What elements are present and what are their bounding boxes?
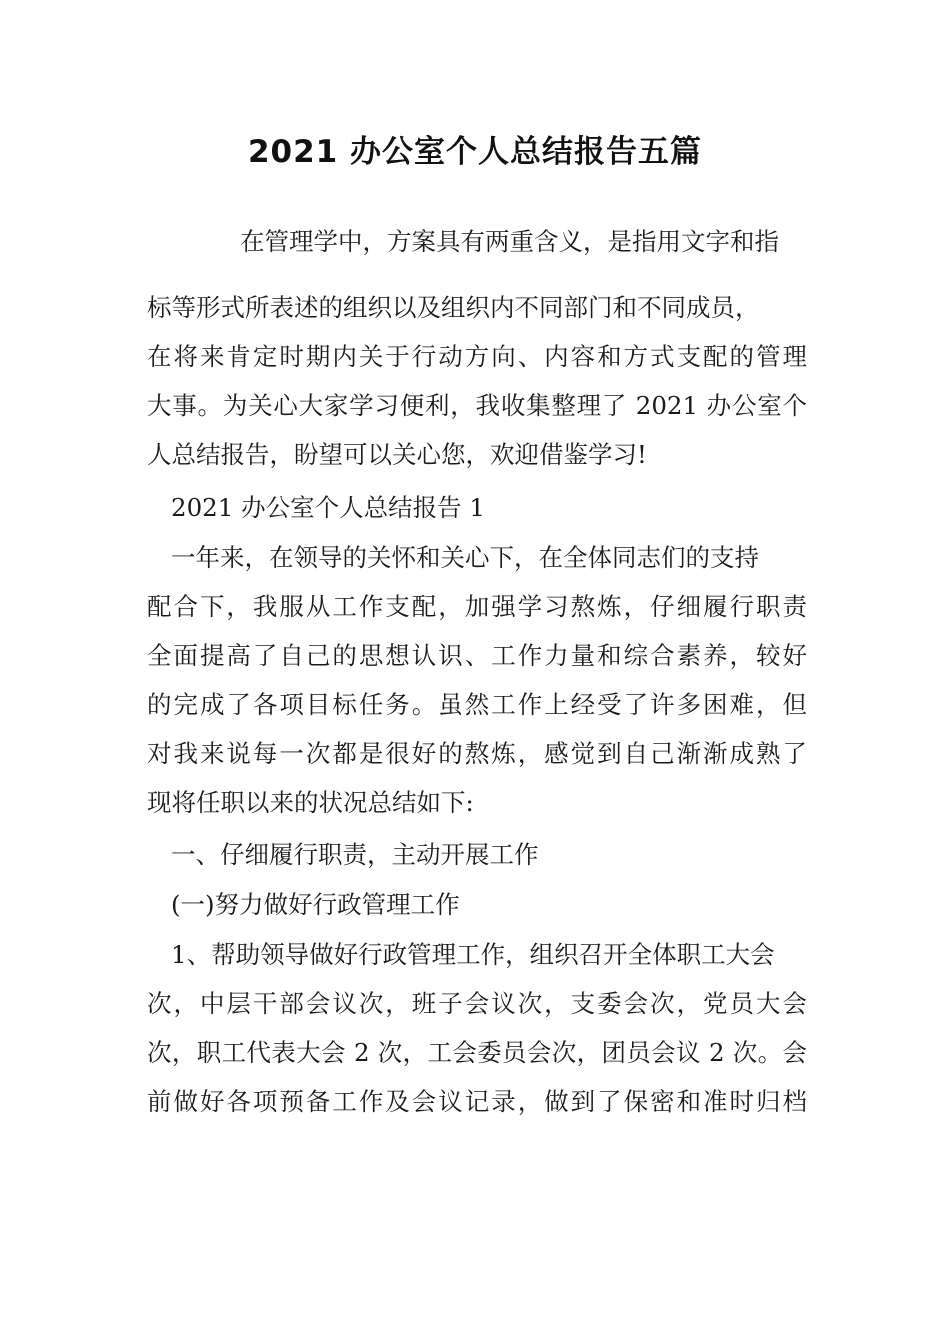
body-line-4: 的完成了各项目标任务。虽然工作上经受了许多困难，但 (147, 690, 807, 719)
item-line-2: 次，中层干部会议次，班子会议次，支委会次，党员大会 (147, 989, 807, 1018)
subheading-1: 一、仔细履行职责，主动开展工作 (171, 840, 539, 869)
intro-line-1: 在管理学中，方案具有两重含义，是指用文字和指 (240, 227, 779, 256)
body-line-2: 配合下，我服从工作支配，加强学习熬炼，仔细履行职责 (147, 592, 807, 621)
body-line-3: 全面提高了自己的思想认识、工作力量和综合素养，较好 (147, 641, 807, 670)
intro-line-3: 在将来肯定时期内关于行动方向、内容和方式支配的管理 (147, 342, 807, 371)
section-heading-report-1: 2021 办公室个人总结报告 1 (171, 493, 486, 522)
document-title: 2021 办公室个人总结报告五篇 (247, 134, 703, 170)
intro-line-2: 标等形式所表述的组织以及组织内不同部门和不同成员， (147, 293, 760, 322)
body-line-5: 对我来说每一次都是很好的熬炼，感觉到自己渐渐成熟了 (147, 739, 807, 768)
body-line-1: 一年来，在领导的关怀和关心下，在全体同志们的支持 (171, 543, 759, 572)
body-line-6: 现将任职以来的状况总结如下: (147, 788, 474, 817)
intro-line-4: 大事。为关心大家学习便利，我收集整理了 2021 办公室个 (147, 391, 807, 420)
item-line-4: 前做好各项预备工作及会议记录，做到了保密和准时归档 (147, 1087, 807, 1116)
item-line-1: 1、帮助领导做好行政管理工作，组织召开全体职工大会 (171, 940, 775, 969)
subheading-1-1: (一)努力做好行政管理工作 (171, 890, 460, 919)
item-line-3: 次，职工代表大会 2 次，工会委员会次，团员会议 2 次。会 (147, 1038, 807, 1067)
intro-line-5: 人总结报告，盼望可以关心您，欢迎借鉴学习! (147, 440, 647, 469)
